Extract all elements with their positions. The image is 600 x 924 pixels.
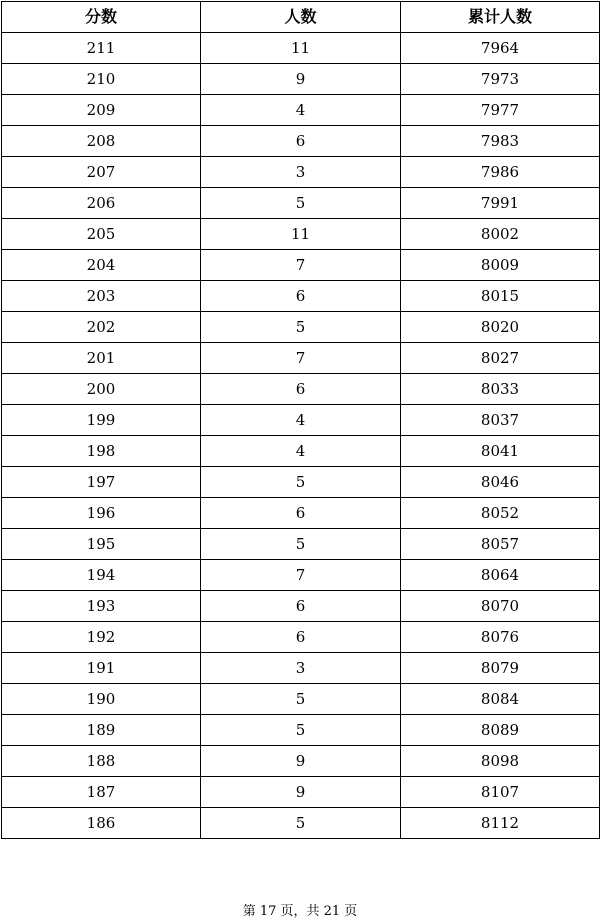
cell-cumulative: 8064 bbox=[401, 560, 600, 591]
cell-cumulative: 8046 bbox=[401, 467, 600, 498]
page-footer: 第 17 页，共 21 页 bbox=[242, 904, 358, 919]
table-row bbox=[2, 715, 600, 746]
table-body bbox=[2, 33, 600, 839]
cell-cumulative: 8076 bbox=[401, 622, 600, 653]
cell-score: 205 bbox=[2, 219, 201, 250]
table-row bbox=[2, 777, 600, 808]
cell-cumulative: 8112 bbox=[401, 808, 600, 839]
cell-count: 5 bbox=[201, 312, 401, 343]
table-row bbox=[2, 405, 600, 436]
cell-count: 7 bbox=[201, 343, 401, 374]
cell-score: 186 bbox=[2, 808, 201, 839]
table-header bbox=[2, 2, 600, 33]
cell-score: 191 bbox=[2, 653, 201, 684]
table-row bbox=[2, 64, 600, 95]
table-row bbox=[2, 281, 600, 312]
cell-score: 200 bbox=[2, 374, 201, 405]
cell-score: 195 bbox=[2, 529, 201, 560]
cell-cumulative: 8052 bbox=[401, 498, 600, 529]
cell-count: 6 bbox=[201, 498, 401, 529]
cell-count: 4 bbox=[201, 95, 401, 126]
cell-score: 190 bbox=[2, 684, 201, 715]
cell-count: 9 bbox=[201, 777, 401, 808]
cell-count: 6 bbox=[201, 126, 401, 157]
cell-cumulative: 8027 bbox=[401, 343, 600, 374]
cell-cumulative: 8107 bbox=[401, 777, 600, 808]
cell-count: 5 bbox=[201, 188, 401, 219]
cell-cumulative: 8037 bbox=[401, 405, 600, 436]
cell-count: 9 bbox=[201, 64, 401, 95]
cell-count: 6 bbox=[201, 591, 401, 622]
cell-score: 188 bbox=[2, 746, 201, 777]
table-row bbox=[2, 126, 600, 157]
cell-cumulative: 8079 bbox=[401, 653, 600, 684]
cell-score: 196 bbox=[2, 498, 201, 529]
cell-score: 189 bbox=[2, 715, 201, 746]
table-row bbox=[2, 529, 600, 560]
cell-cumulative: 8098 bbox=[401, 746, 600, 777]
cell-count: 7 bbox=[201, 560, 401, 591]
cell-score: 202 bbox=[2, 312, 201, 343]
cell-cumulative: 7977 bbox=[401, 95, 600, 126]
cell-score: 211 bbox=[2, 33, 201, 64]
cell-cumulative: 8070 bbox=[401, 591, 600, 622]
cell-score: 201 bbox=[2, 343, 201, 374]
table-row bbox=[2, 560, 600, 591]
cell-count: 6 bbox=[201, 374, 401, 405]
table-row bbox=[2, 653, 600, 684]
cell-cumulative: 8009 bbox=[401, 250, 600, 281]
cell-score: 194 bbox=[2, 560, 201, 591]
table-row bbox=[2, 436, 600, 467]
table-row bbox=[2, 374, 600, 405]
cell-count: 7 bbox=[201, 250, 401, 281]
cell-cumulative: 8089 bbox=[401, 715, 600, 746]
cell-cumulative: 7973 bbox=[401, 64, 600, 95]
cell-score: 204 bbox=[2, 250, 201, 281]
cell-cumulative: 7986 bbox=[401, 157, 600, 188]
cell-count: 9 bbox=[201, 746, 401, 777]
cell-count: 3 bbox=[201, 653, 401, 684]
table-row bbox=[2, 219, 600, 250]
table-row bbox=[2, 808, 600, 839]
table-row bbox=[2, 250, 600, 281]
cell-score: 192 bbox=[2, 622, 201, 653]
cell-cumulative: 8020 bbox=[401, 312, 600, 343]
table-row bbox=[2, 188, 600, 219]
cell-count: 11 bbox=[201, 33, 401, 64]
header-row bbox=[2, 2, 600, 33]
cell-score: 187 bbox=[2, 777, 201, 808]
table-row bbox=[2, 498, 600, 529]
cell-score: 206 bbox=[2, 188, 201, 219]
score-distribution-table bbox=[1, 1, 600, 839]
cell-count: 5 bbox=[201, 684, 401, 715]
table-row bbox=[2, 622, 600, 653]
cell-cumulative: 8002 bbox=[401, 219, 600, 250]
cell-count: 6 bbox=[201, 281, 401, 312]
cell-count: 4 bbox=[201, 405, 401, 436]
cell-score: 193 bbox=[2, 591, 201, 622]
cell-score: 197 bbox=[2, 467, 201, 498]
cell-score: 210 bbox=[2, 64, 201, 95]
cell-count: 11 bbox=[201, 219, 401, 250]
table-row bbox=[2, 591, 600, 622]
cell-score: 208 bbox=[2, 126, 201, 157]
table-row bbox=[2, 95, 600, 126]
cell-count: 5 bbox=[201, 808, 401, 839]
cell-cumulative: 8041 bbox=[401, 436, 600, 467]
cell-cumulative: 7964 bbox=[401, 33, 600, 64]
table-row bbox=[2, 157, 600, 188]
cell-count: 6 bbox=[201, 622, 401, 653]
table-row bbox=[2, 33, 600, 64]
cell-count: 4 bbox=[201, 436, 401, 467]
cell-cumulative: 8033 bbox=[401, 374, 600, 405]
cell-cumulative: 8057 bbox=[401, 529, 600, 560]
cell-score: 198 bbox=[2, 436, 201, 467]
cell-cumulative: 8015 bbox=[401, 281, 600, 312]
cell-count: 5 bbox=[201, 467, 401, 498]
cell-score: 209 bbox=[2, 95, 201, 126]
header-count: 人数 bbox=[201, 2, 401, 33]
header-cumulative: 累计人数 bbox=[401, 2, 600, 33]
cell-score: 203 bbox=[2, 281, 201, 312]
table-row bbox=[2, 746, 600, 777]
cell-count: 5 bbox=[201, 715, 401, 746]
cell-score: 207 bbox=[2, 157, 201, 188]
table-row bbox=[2, 684, 600, 715]
cell-cumulative: 7983 bbox=[401, 126, 600, 157]
cell-count: 3 bbox=[201, 157, 401, 188]
table-row bbox=[2, 343, 600, 374]
cell-cumulative: 7991 bbox=[401, 188, 600, 219]
table-row bbox=[2, 467, 600, 498]
cell-count: 5 bbox=[201, 529, 401, 560]
cell-score: 199 bbox=[2, 405, 201, 436]
cell-cumulative: 8084 bbox=[401, 684, 600, 715]
table-row bbox=[2, 312, 600, 343]
header-score: 分数 bbox=[2, 2, 201, 33]
